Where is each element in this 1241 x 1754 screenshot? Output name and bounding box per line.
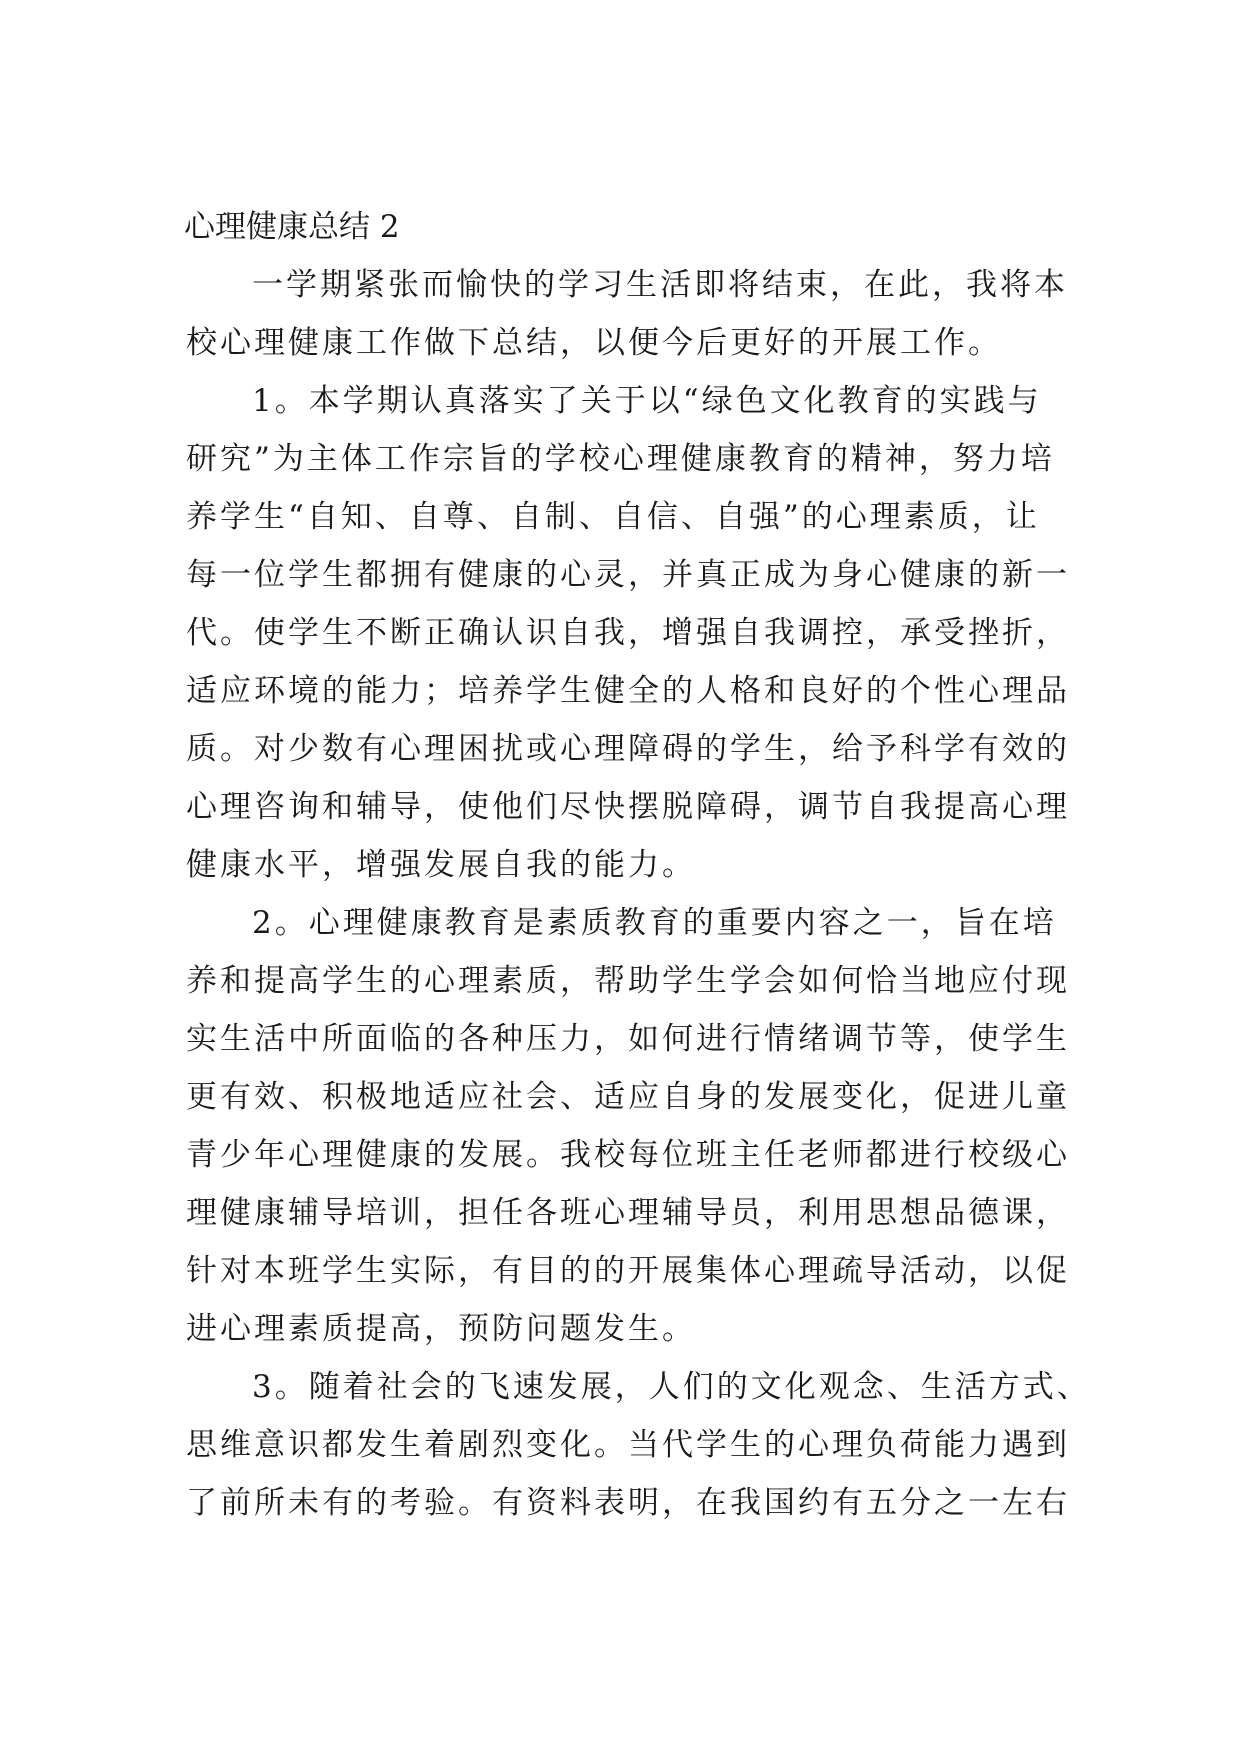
paragraph-line: 思维意识都发生着剧烈变化。当代学生的心理负荷能力遇到 [186,1427,1070,1463]
paragraph-line: 理健康辅导培训，担任各班心理辅导员，利用思想品德课， [186,1195,1070,1231]
paragraph-3 [186,894,1070,1358]
paragraph-line: 2。心理健康教育是素质教育的重要内容之一，旨在培 [252,905,1057,941]
paragraph-line: 健康水平，增强发展自我的能力。 [186,847,696,883]
paragraph-2 [186,372,1070,894]
paragraph-line: 适应环境的能力；培养学生健全的人格和良好的个性心理品 [186,673,1070,709]
paragraph-line: 青少年心理健康的发展。我校每位班主任老师都进行校级心 [186,1137,1070,1173]
paragraph-line: 每一位学生都拥有健康的心灵，并真正成为身心健康的新一 [186,557,1070,593]
paragraph-line: 代。使学生不断正确认识自我，增强自我调控，承受挫折， [186,615,1070,651]
paragraph-line: 养和提高学生的心理素质，帮助学生学会如何恰当地应付现 [186,963,1070,999]
paragraph-line: 校心理健康工作做下总结，以便今后更好的开展工作。 [186,325,1002,361]
paragraph-line: 了前所未有的考验。有资料表明，在我国约有五分之一左右 [186,1485,1070,1521]
paragraph-line: 心理咨询和辅导，使他们尽快摆脱障碍，调节自我提高心理 [186,789,1070,825]
document-body [184,198,1091,1532]
paragraph-line: 进心理素质提高，预防问题发生。 [186,1311,696,1347]
paragraph-line: 针对本班学生实际，有目的的开展集体心理疏导活动，以促 [186,1253,1070,1289]
paragraph-line: 1。本学期认真落实了关于以“绿色文化教育的实践与 [252,383,1042,419]
paragraph-line: 一学期紧张而愉快的学习生活即将结束，在此，我将本 [252,267,1068,303]
paragraph-4 [186,1358,1091,1532]
paragraph-line: 养学生“自知、自尊、自制、自信、自强”的心理素质，让 [186,499,1040,535]
paragraph-line: 实生活中所面临的各种压力，如何进行情绪调节等，使学生 [186,1021,1070,1057]
paragraph-line: 更有效、积极地适应社会、适应自身的发展变化，促进儿童 [186,1079,1070,1115]
document-title: 心理健康总结 2 [184,209,400,245]
paragraph-line: 研究”为主体工作宗旨的学校心理健康教育的精神，努力培 [186,441,1055,477]
paragraph-line: 3。随着社会的飞速发展，人们的文化观念、生活方式、 [252,1369,1091,1405]
paragraph-1 [186,256,1068,372]
paragraph-line: 质。对少数有心理困扰或心理障碍的学生，给予科学有效的 [186,731,1070,767]
